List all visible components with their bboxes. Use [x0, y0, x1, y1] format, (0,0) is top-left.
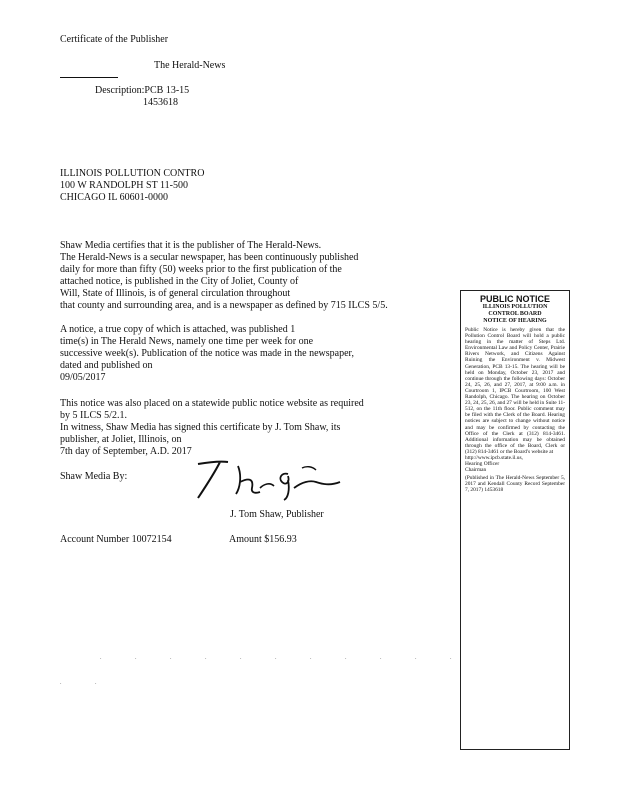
sign-date: 7th day of September, A.D. 2017	[60, 446, 192, 457]
text-line: by 5 ILCS 5/2.1.	[60, 410, 127, 421]
publish-date: 09/05/2017	[60, 372, 106, 383]
notice-role: Chairman	[465, 467, 487, 474]
description: Description:PCB 13-15	[95, 85, 190, 96]
text-line: that county and surrounding area, and is a newspaper as defined by 715 ILCS 5/5.	[60, 300, 388, 311]
text-line: Shaw Media certifies that it is the publisher of The Herald-News.	[60, 240, 322, 251]
publication-paragraph	[60, 324, 420, 384]
text-line: publisher, at Joliet, Illinois, on	[60, 434, 182, 445]
recipient-city: CHICAGO IL 60601-0000	[60, 192, 168, 203]
scan-specks: . . . . . . . . . . .	[100, 655, 468, 661]
notice-officer: Hearing Officer	[465, 461, 500, 468]
notice-title: PUBLIC NOTICE	[479, 294, 550, 304]
text-line: time(s) in The Herald News, namely one time per week for one	[60, 336, 314, 347]
text-line: successive week(s). Publication of the notice was made in the newspaper,	[60, 348, 354, 359]
notice-agency-line2: CONTROL BOARD	[488, 311, 542, 317]
text-line: The Herald-News is a secular newspaper, has been continuously published	[60, 252, 359, 263]
account-number: Account Number 10072154	[60, 534, 172, 545]
amount: Amount $156.93	[229, 534, 297, 545]
certificate-title: Certificate of the Publisher	[60, 34, 169, 45]
notice-heading: NOTICE OF HEARING	[483, 318, 547, 324]
notice-website: http://www.ipcb.state.il.us,	[465, 454, 523, 461]
scan-specks: . .	[60, 680, 113, 686]
notice-agency: ILLINOIS POLLUTION	[482, 304, 548, 310]
notice-body: Public Notice is hereby given that the Pollution Control Board will hold a public hearing in the matter of Steps Ltd. Environmental Law and Policy Center, Prairie Rivers Network, and Citizens Against Ruining the Environment v. Midwest Generation, PCB 13-15. The hearing will be held on Monday, October 23, 2017 and continue through the following days: October 24, 25, 26, and 27, 2017, at 9:00 a.m. in Courtroom 1, IPCB Courtroom, 100 West Randolph, Chicago. The hearing on October 23, 24, 25, 26, and 27 will be held in Suite 11-512, on the 11th floor. Public comment may be filed with the Clerk of the Board. Hearing notices are subject to change without notice and may be confirmed by contacting the Office of the Clerk at (312) 814-3461. Additional information may be obtained through the office of the Board, Clerk or (312) 814-3461 or the Board's website at	[465, 327, 565, 455]
header-rule	[60, 77, 118, 78]
notice-publication-note: (Published in The Herald-News September 5, 2017 and Kendall County Record September 7, 2017) 1453618	[465, 475, 565, 494]
text-line: dated and published on	[60, 360, 153, 371]
text-line: In witness, Shaw Media has signed this certificate by J. Tom Shaw, its	[60, 422, 341, 433]
recipient-name: ILLINOIS POLLUTION CONTRO	[60, 168, 205, 179]
public-notice-clipping	[460, 290, 570, 750]
text-line: attached notice, is published in the City of Joliet, County of	[60, 276, 299, 287]
shaw-media-by-label: Shaw Media By:	[60, 471, 128, 482]
text-line: Will, State of Illinois, is of general circulation throughout	[60, 288, 291, 299]
handwritten-signature	[190, 452, 350, 504]
recipient-street: 100 W RANDOLPH ST 11-500	[60, 180, 188, 191]
witness-paragraph	[60, 398, 420, 458]
text-line: A notice, a true copy of which is attached, was published 1	[60, 324, 296, 335]
signer-name: J. Tom Shaw, Publisher	[230, 509, 324, 520]
ad-number: 1453618	[143, 97, 178, 108]
text-line: daily for more than fifty (50) weeks prior to the first publication of the	[60, 264, 342, 275]
certification-paragraph	[60, 240, 420, 312]
text-line: This notice was also placed on a statewide public notice website as required	[60, 398, 364, 409]
newspaper-name: The Herald-News	[154, 60, 226, 71]
